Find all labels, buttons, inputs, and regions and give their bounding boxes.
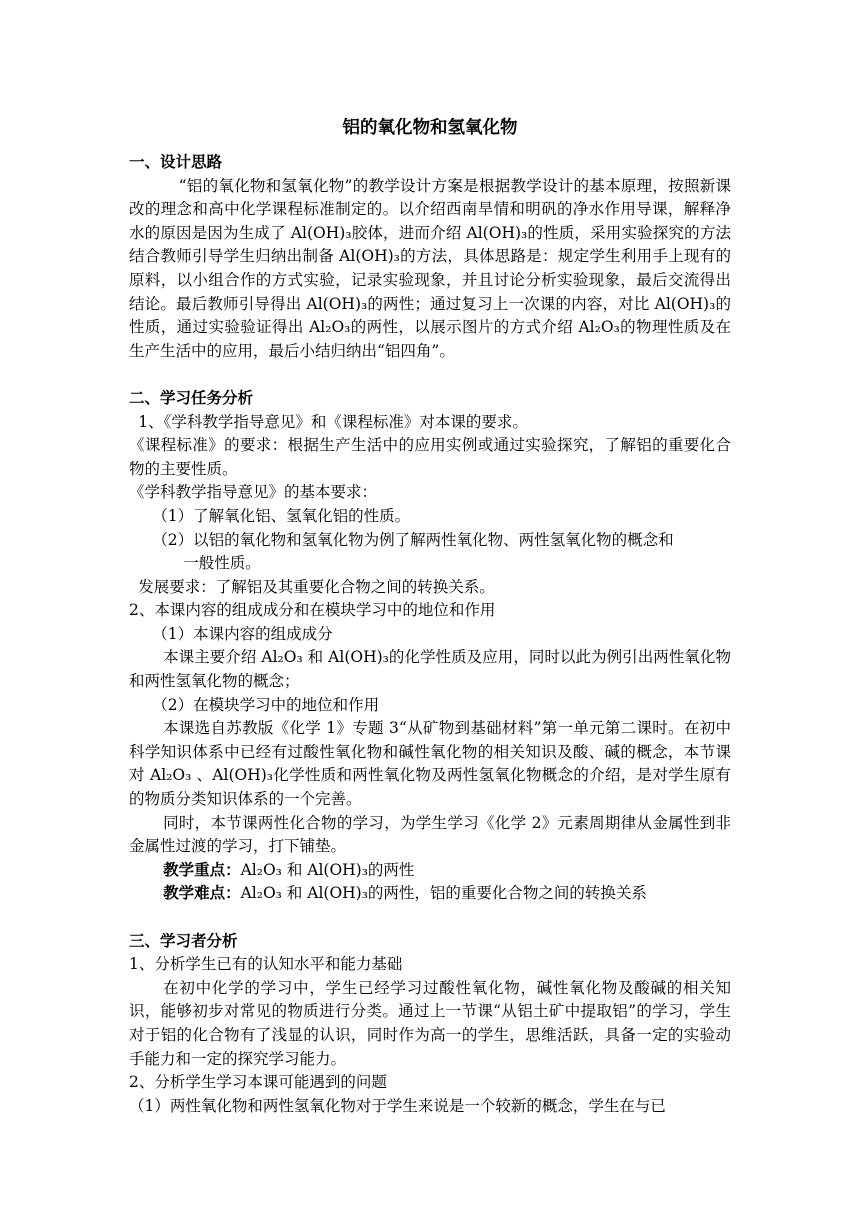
development-requirement: 发展要求：了解铝及其重要化合物之间的转换关系。 bbox=[138, 577, 495, 596]
subsection-components: （1）本课内容的组成成分 bbox=[152, 624, 333, 643]
document-body bbox=[129, 151, 731, 1118]
learner-problem-1: （1）两性氧化物和两性氢氧化物对于学生来说是一个较新的概念，学生在与已 bbox=[129, 1096, 666, 1115]
guidance-basic-requirement-label: 《学科教学指导意见》的基本要求： bbox=[129, 483, 378, 502]
learner-item-1: 1、分析学生已有的认知水平和能力基础 bbox=[129, 955, 403, 974]
requirement-2 bbox=[129, 529, 731, 576]
section-heading-design: 一、设计思路 bbox=[129, 153, 223, 171]
document-title: 铝的氧化物和氢氧化物 bbox=[342, 118, 518, 138]
requirement-2-line-1: （2）以铝的氧化物和氢氧化物为例了解两性氧化物、两性氢氧化物的概念和 bbox=[152, 530, 674, 549]
components-paragraph: 本课主要介绍 Al₂O₃ 和 Al(OH)₃的化学性质及应用，同时以此为例引出两性氧化物和两性氢氧化物的概念； bbox=[129, 648, 731, 691]
blank-line bbox=[129, 906, 731, 930]
position-role-paragraph: 本课选自苏教版《化学 1》专题 3“从矿物到基础材料”第一单元第二课时。在初中科学知识体系中已经有过酸性氧化物和碱性氧化物的相关知识及酸、碱的概念，本节课对 Al₂O₃ 、Al(OH)₃化学性质和两性氧化物及两性氢氧化物概念的介绍，是对学生原有的物质分类知识体系的一个完善。 bbox=[129, 719, 731, 809]
requirement-1: （1）了解氧化铝、氢氧化铝的性质。 bbox=[152, 506, 411, 525]
task-item-1: 1、《学科教学指导意见》和《课程标准》对本课的要求。 bbox=[138, 412, 528, 431]
blank-line bbox=[129, 363, 731, 387]
design-paragraph: “铝的氧化物和氢氧化物”的教学设计方案是根据教学设计的基本原理，按照新课改的理念和高中化学课程标准制定的。以介绍西南旱情和明矾的净水作用导课，解释净水的原因是因为生成了 Al(OH)₃胶体，进而介绍 Al(OH)₃的性质，采用实验探究的方法结合教师引导学生归纳出制备 Al(OH)₃的方法，具体思路是：规定学生利用手上现有的原料，以小组合作的方式实验，记录实验现象，并且讨论分析实验现象，最后交流得出结论。最后教师引导得出 Al(OH)₃的两性；通过复习上一次课的内容，对比 Al(OH)₃的性质，通过实验验证得出 Al₂O₃的两性，以展示图片的方式介绍 Al₂O₃的物理性质及在生产生活中的应用，最后小结归纳出“铝四角”。 bbox=[129, 176, 731, 360]
teaching-difficulty-label: 教学难点： bbox=[163, 884, 241, 903]
teaching-key-point-label: 教学重点： bbox=[163, 860, 241, 879]
teaching-key-point bbox=[129, 859, 731, 883]
teaching-difficulty-text: Al₂O₃ 和 Al(OH)₃的两性，铝的重要化合物之间的转换关系 bbox=[240, 884, 647, 903]
learner-paragraph: 在初中化学的学习中，学生已经学习过酸性氧化物，碱性氧化物及酸碱的相关知识，能够初步对常见的物质进行分类。通过上一节课“从铝土矿中提取铝”的学习，学生对于铝的化合物有了浅显的认识，同时作为高一的学生，思维活跃，具备一定的实验动手能力和一定的探究学习能力。 bbox=[129, 978, 731, 1068]
teaching-key-point-text: Al₂O₃ 和 Al(OH)₃的两性 bbox=[240, 860, 415, 879]
subsection-position-role: （2）在模块学习中的地位和作用 bbox=[152, 695, 380, 714]
requirement-2-line-2: 一般性质。 bbox=[183, 554, 261, 573]
curriculum-standard-requirement: 《课程标准》的要求：根据生产生活中的应用实例或通过实验探究，了解铝的重要化合物的主要性质。 bbox=[129, 436, 731, 478]
teaching-difficulty bbox=[129, 882, 731, 906]
bridging-paragraph: 同时，本节课两性化合物的学习，为学生学习《化学 2》元素周期律从金属性到非金属性过渡的学习，打下铺垫。 bbox=[129, 813, 731, 856]
learner-item-2: 2、分析学生学习本课可能遇到的问题 bbox=[129, 1073, 387, 1092]
section-heading-task-analysis: 二、学习任务分析 bbox=[129, 388, 254, 407]
task-item-2: 2、本课内容的组成成分和在模块学习中的地位和作用 bbox=[129, 601, 496, 620]
section-heading-learner-analysis: 三、学习者分析 bbox=[129, 931, 238, 950]
